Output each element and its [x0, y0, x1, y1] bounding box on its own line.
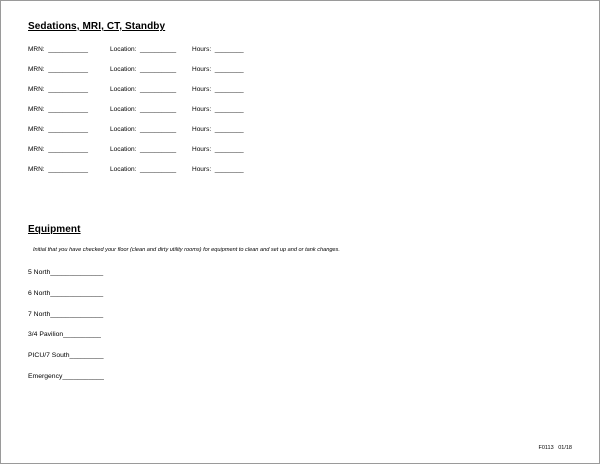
mrn-field[interactable]: MRN: ___________	[28, 126, 88, 133]
hours-field[interactable]: Hours: ________	[192, 166, 244, 173]
location-field[interactable]: Location: __________	[110, 46, 177, 53]
location-field[interactable]: Location: __________	[110, 86, 177, 93]
mrn-field[interactable]: MRN: ___________	[28, 166, 88, 173]
hours-field[interactable]: Hours: ________	[192, 126, 244, 133]
mrn-field[interactable]: MRN: ___________	[28, 146, 88, 153]
equipment-field-5-north[interactable]: 5 North______________	[28, 269, 104, 276]
sedation-row	[28, 66, 288, 78]
equipment-field-7-north[interactable]: 7 North______________	[28, 311, 104, 318]
location-field[interactable]: Location: __________	[110, 66, 177, 73]
hours-field[interactable]: Hours: ________	[192, 106, 244, 113]
location-field[interactable]: Location: __________	[110, 166, 177, 173]
sedation-row	[28, 126, 288, 138]
mrn-field[interactable]: MRN: ___________	[28, 86, 88, 93]
sedation-row	[28, 166, 288, 178]
equipment-field-6-north[interactable]: 6 North______________	[28, 290, 104, 297]
sedation-row	[28, 106, 288, 118]
sedation-row	[28, 46, 288, 58]
equipment-field-picu[interactable]: PICU/7 South_________	[28, 352, 104, 359]
location-field[interactable]: Location: __________	[110, 146, 177, 153]
form-code: F0113 01/18	[538, 445, 572, 451]
location-field[interactable]: Location: __________	[110, 106, 177, 113]
hours-field[interactable]: Hours: ________	[192, 46, 244, 53]
hours-field[interactable]: Hours: ________	[192, 66, 244, 73]
equipment-section-title: Equipment	[28, 224, 81, 235]
hours-field[interactable]: Hours: ________	[192, 86, 244, 93]
mrn-field[interactable]: MRN: ___________	[28, 106, 88, 113]
mrn-field[interactable]: MRN: ___________	[28, 66, 88, 73]
equipment-instruction: Initial that you have checked your floor (clean and dirty utility rooms) for equipment to clean and set up and or tank changes.	[33, 247, 340, 253]
sedation-row	[28, 146, 288, 158]
sedations-section-title: Sedations, MRI, CT, Standby	[28, 21, 166, 32]
hours-field[interactable]: Hours: ________	[192, 146, 244, 153]
sedation-row	[28, 86, 288, 98]
equipment-field-emergency[interactable]: Emergency___________	[28, 373, 104, 380]
mrn-field[interactable]: MRN: ___________	[28, 46, 88, 53]
location-field[interactable]: Location: __________	[110, 126, 177, 133]
equipment-field-pavilion[interactable]: 3/4 Pavilion__________	[28, 331, 101, 338]
